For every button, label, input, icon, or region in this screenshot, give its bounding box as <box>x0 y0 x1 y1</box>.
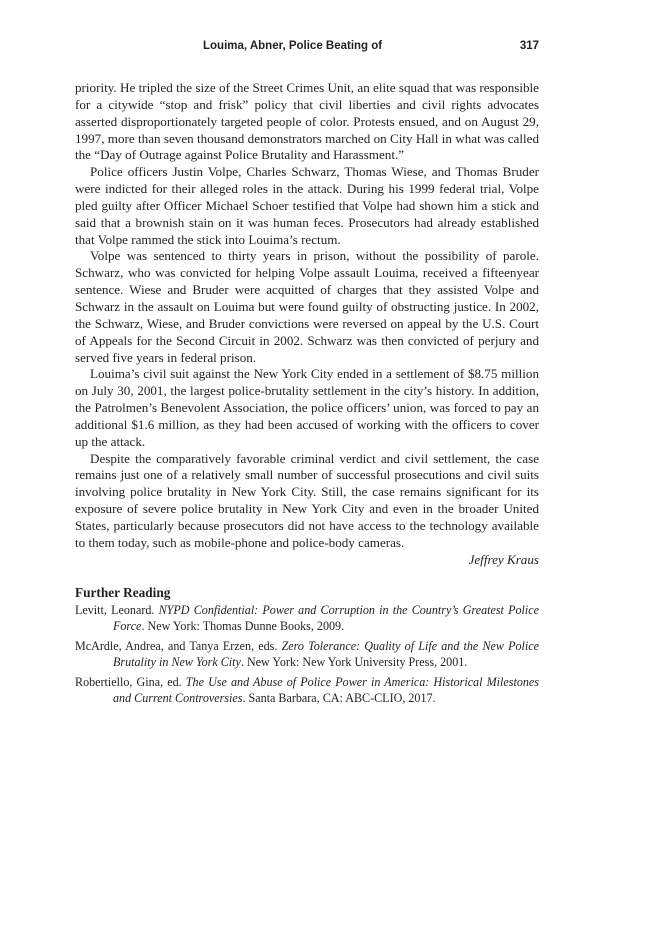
paragraph: priority. He tripled the size of the Street Crimes Unit, an elite squad that was responsible for a citywide “stop and frisk” policy that civil liberties and civil rights advocates asserted disproportionately targeted people of color. Protests ensued, and on August 29, 1997, more than seven thousand demonstrators marched on City Hall in what was called the “Day of Outrage against Police Brutality and Harassment.” <box>75 80 539 163</box>
page-number: 317 <box>519 40 539 52</box>
reference-publication: . New York: New York University Press, 2001. <box>240 655 468 670</box>
reference-author: Levitt, Leonard. <box>75 603 159 617</box>
reference-publication: . New York: Thomas Dunne Books, 2009. <box>141 619 345 634</box>
reference-entry <box>75 638 539 671</box>
paragraph: Despite the comparatively favorable criminal verdict and civil settlement, the case remains just one of a relatively small number of successful prosecutions and civil suits involving police brutality in New York City. Still, the case remains significant for its exposure of severe police brutality in New York City and even in the broader United States, particularly because prosecutors did not have access to the technology available to them today, such as mobile-phone and police-body cameras. <box>75 450 539 550</box>
paragraph: Volpe was sentenced to thirty years in prison, without the possibility of parole. Schwarz, who was convicted for helping Volpe assault Louima, received a fifteenyear sentence. Wiese and Bruder were acquitted of charges that they assisted Volpe and Schwarz in the assault on Louima but were found guilty of obstructing justice. In 2002, the Schwarz, Wiese, and Bruder convictions were reversed on appeal by the U.S. Court of Appeals for the Second Circuit in 2002. Schwarz was then convicted of perjury and served five years in federal prison. <box>75 248 539 365</box>
reference-publication: . Santa Barbara, CA: ABC-CLIO, 2017. <box>242 691 436 706</box>
reference-entry <box>75 674 539 707</box>
reference-title: NYPD Confidential: Power and Corruption in the Country’s Greatest Police Force <box>113 603 539 634</box>
article-body <box>75 80 539 568</box>
running-head <box>75 40 539 58</box>
reference-author: McArdle, Andrea, and Tanya Erzen, eds. <box>75 638 282 653</box>
paragraph: Police officers Justin Volpe, Charles Schwarz, Thomas Wiese, and Thomas Bruder were indicted for their alleged roles in the attack. During his 1999 federal trial, Volpe pled guilty after Officer Michael Schoer testified that Volpe had shown him a stick and said that a brownish stain on it was human feces. Prosecutors had already established that Volpe rammed the stick into Louima’s rectum. <box>75 164 539 247</box>
reference-title: Zero Tolerance: Quality of Life and the New Police Brutality in New York City <box>113 638 540 670</box>
paragraph: Louima’s civil suit against the New York City ended in a settlement of $8.75 million on July 30, 2001, the largest police-brutality settlement in the city’s history. In addition, the Patrolmen’s Benevolent Association, the police officers’ union, was forced to pay an additional $1.6 million, as they had been accused of working with the officers to cover up the attack. <box>75 366 539 449</box>
reference-author: Robertiello, Gina, ed. <box>75 674 186 689</box>
further-reading-heading: Further Reading <box>75 585 171 600</box>
further-reading <box>75 584 539 709</box>
running-title: Louima, Abner, Police Beating of <box>203 40 383 52</box>
reference-entry <box>75 602 539 635</box>
author-signature: Jeffrey Kraus <box>468 551 539 567</box>
reference-title: The Use and Abuse of Police Power in America: Historical Milestones and Current Controversies <box>113 674 539 706</box>
